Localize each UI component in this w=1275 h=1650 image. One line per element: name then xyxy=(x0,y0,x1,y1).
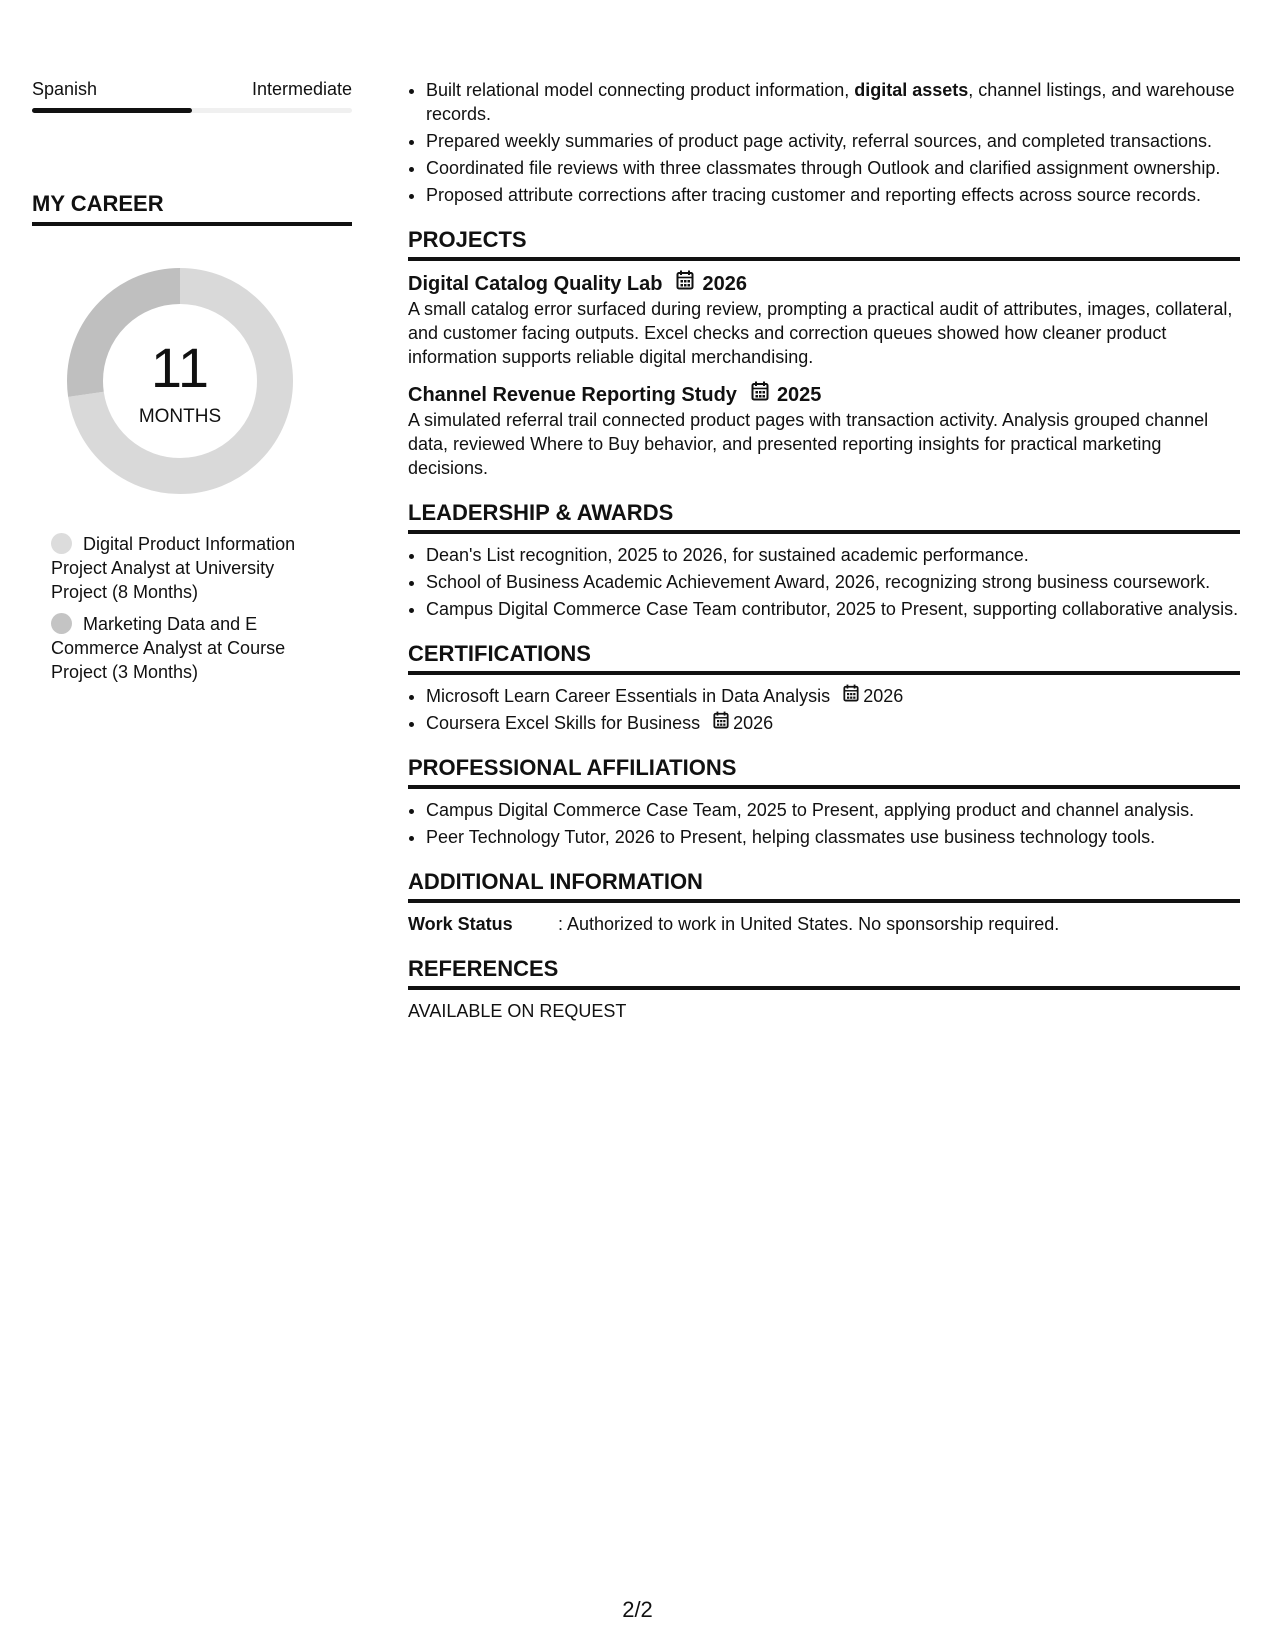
career-total-unit: MONTHS xyxy=(138,406,222,427)
certification-year: 2026 xyxy=(733,713,774,733)
references-heading: REFERENCES xyxy=(408,956,1240,990)
project-title: Channel Revenue Reporting Study xyxy=(408,383,737,406)
project-title-row xyxy=(408,270,1240,297)
language-proficiency-bar xyxy=(32,108,352,113)
experience-bullet xyxy=(426,183,1240,207)
certification-item xyxy=(426,684,1240,708)
calendar-icon xyxy=(751,381,769,408)
experience-bullet xyxy=(426,129,1240,153)
career-heading: MY CAREER xyxy=(32,191,352,226)
bullet-text: Proposed attribute corrections after tracing customer and reporting effects across source records. xyxy=(426,185,1202,205)
certification-name: • Coursera Excel Skills for Business xyxy=(426,713,701,733)
language-proficiency-fill xyxy=(32,108,192,113)
leadership-item: • Dean's List recognition, 2025 to 2026, for sustained academic performance. xyxy=(426,543,1240,567)
career-donut-chart xyxy=(67,268,293,494)
career-legend-item xyxy=(51,612,321,684)
calendar-icon xyxy=(843,684,859,708)
project-year: 2025 xyxy=(776,383,822,406)
affiliations-list xyxy=(408,798,1240,849)
bullet-text: , channel listings, and warehouse records. xyxy=(426,80,1235,124)
certification-item xyxy=(426,711,1240,735)
right-column xyxy=(408,78,1240,1023)
experience-bullet xyxy=(426,156,1240,180)
bullet-text: Built relational model connecting product information, xyxy=(426,80,855,100)
project-title: Digital Catalog Quality Lab xyxy=(408,272,663,295)
calendar-icon xyxy=(676,270,694,297)
leadership-heading: LEADERSHIP & AWARDS xyxy=(408,500,1240,534)
career-legend-label: Digital Product Information Project Analyst at University Project (8 Months) xyxy=(51,534,296,602)
additional-info-heading: ADDITIONAL INFORMATION xyxy=(408,869,1240,903)
calendar-icon xyxy=(713,711,729,735)
page-number: 2/2 xyxy=(622,1597,653,1622)
project-description: A simulated referral trail connected product pages with transaction activity. Analysis grouped channel data, reviewed Where to Buy behavior, and presented reporting insights for practical marketing decisions. xyxy=(408,410,1209,478)
project-year: 2026 xyxy=(702,272,747,295)
bullet-bold-text: digital assets xyxy=(854,80,969,100)
language-level: Intermediate xyxy=(251,79,352,99)
legend-dot-icon xyxy=(51,533,72,554)
certification-year: 2026 xyxy=(863,686,904,706)
certifications-list xyxy=(408,684,1240,735)
leadership-item: • School of Business Academic Achievement Award, 2026, recognizing strong business coursework. xyxy=(426,570,1240,594)
left-column xyxy=(32,78,352,692)
references-text: AVAILABLE ON REQUEST xyxy=(408,1001,627,1021)
language-row xyxy=(32,78,352,100)
leadership-list xyxy=(408,543,1240,621)
language-name: Spanish xyxy=(32,79,98,99)
work-status-row xyxy=(408,912,1240,936)
career-legend xyxy=(32,532,352,684)
bullet-text: Prepared weekly summaries of product page activity, referral sources, and completed transactions. xyxy=(426,131,1213,151)
affiliation-item: • Peer Technology Tutor, 2026 to Present, helping classmates use business technology tools. xyxy=(426,825,1240,849)
certifications-heading: CERTIFICATIONS xyxy=(408,641,1240,675)
career-legend-label: Marketing Data and E Commerce Analyst at Course Project (3 Months) xyxy=(51,614,286,682)
work-status-label: Work Status xyxy=(408,914,513,934)
experience-bullet-list xyxy=(408,78,1240,207)
certification-name: • Microsoft Learn Career Essentials in Data Analysis xyxy=(426,686,831,706)
leadership-item: • Campus Digital Commerce Case Team contributor, 2025 to Present, supporting collaborative analysis. xyxy=(426,597,1240,621)
bullet-text: Coordinated file reviews with three classmates through Outlook and clarified assignment ownership. xyxy=(426,158,1221,178)
legend-dot-icon xyxy=(51,613,72,634)
work-status-value: : Authorized to work in United States. No sponsorship required. xyxy=(558,914,1060,934)
project-title-row xyxy=(408,381,1240,408)
project-description: A small catalog error surfaced during review, prompting a practical audit of attributes, images, collateral, and customer facing outputs. Excel checks and correction queues showed how cleaner product information supports reliable digital merchandising. xyxy=(408,299,1233,367)
projects-heading: PROJECTS xyxy=(408,227,1240,261)
affiliation-item: • Campus Digital Commerce Case Team, 2025 to Present, applying product and channel analysis. xyxy=(426,798,1240,822)
career-total-number: 11 xyxy=(150,336,210,399)
career-legend-item xyxy=(51,532,321,604)
experience-bullet xyxy=(426,78,1240,126)
affiliations-heading: PROFESSIONAL AFFILIATIONS xyxy=(408,755,1240,789)
